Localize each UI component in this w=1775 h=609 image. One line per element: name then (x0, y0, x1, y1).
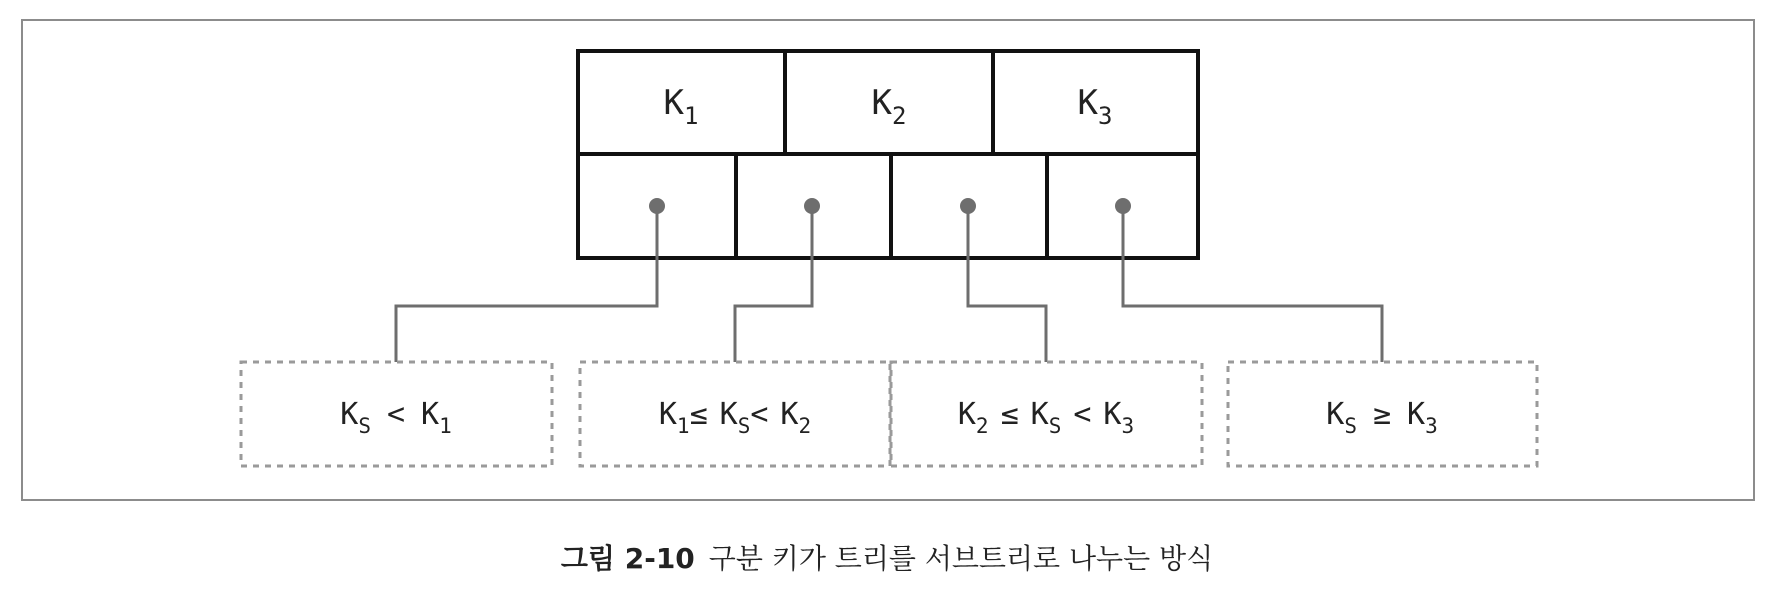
key-k1: $K_1$ (663, 83, 699, 130)
pointer-dot-1 (649, 198, 665, 214)
key-k3: $K_3$ (1077, 83, 1113, 130)
pointer-dot-2 (804, 198, 820, 214)
figure-caption (561, 542, 1213, 575)
pointer-dot-4 (1115, 198, 1131, 214)
caption-label: 그림 2-10 (560, 542, 695, 575)
pointer-dot-3 (960, 198, 976, 214)
subtree-condition-3: $K_2 \le K_S < K_3$ (957, 397, 1135, 438)
subtree-condition-1: $K_S < K_1$ (340, 397, 452, 438)
subtree-condition-4: $K_S \ge K_3$ (1326, 397, 1438, 438)
key-k2: $K_2$ (871, 83, 907, 130)
caption-text: 구분 키가 트리를 서브트리로 나누는 방식 (708, 542, 1214, 575)
btree-node (578, 51, 1198, 258)
subtree-condition-2: $K_1\le K_S< K_2$ (658, 397, 812, 438)
